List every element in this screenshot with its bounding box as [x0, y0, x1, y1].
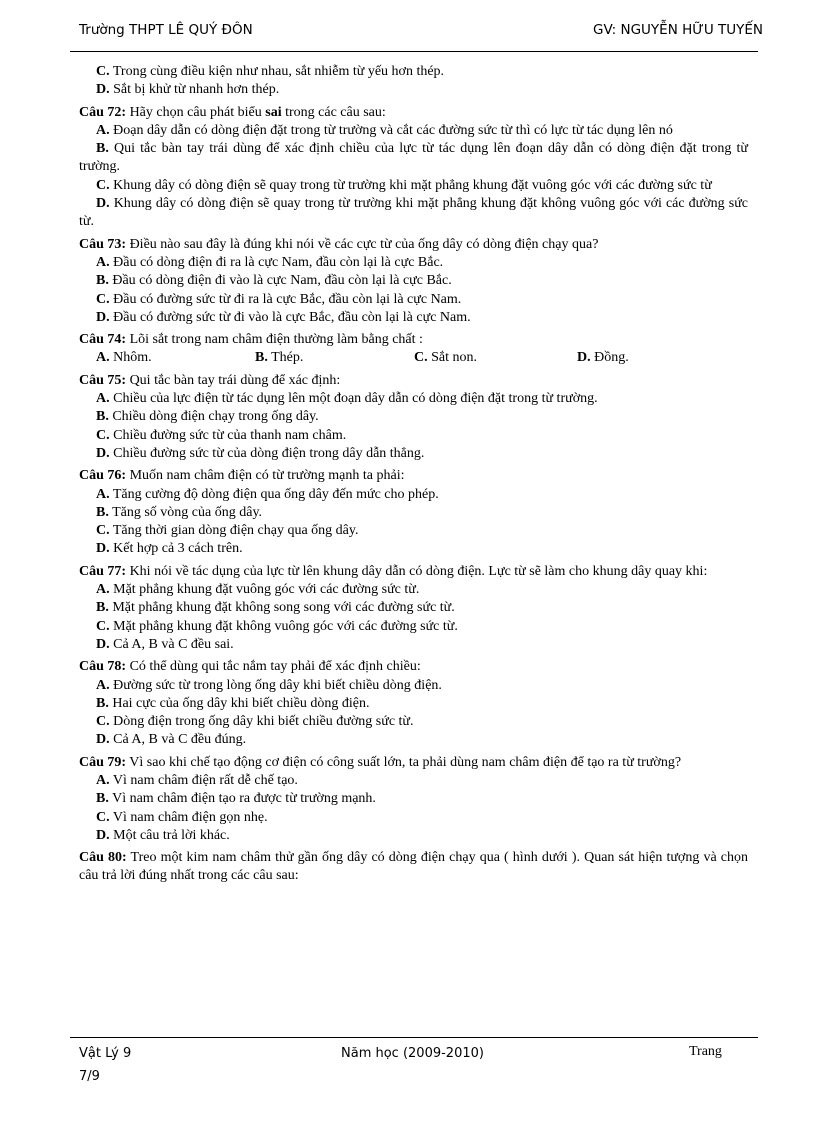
option-d: D. Kết hợp cả 3 cách trên.	[96, 541, 243, 557]
option-a: A. Chiều của lực điện từ tác dụng lên một đoạn dây dẫn có dòng điện đặt trong từ trường.	[96, 391, 598, 407]
option-d: D. Đầu có đường sức từ đi vào là cực Bắc, đầu còn lại là cực Nam.	[96, 309, 471, 325]
option-c: C. Chiều đường sức từ của thanh nam châm.	[96, 427, 347, 443]
option-d: D. Cả A, B và C đều sai.	[96, 636, 234, 652]
footer-subject: Vật Lý 9	[79, 1046, 132, 1061]
question-72	[79, 104, 748, 232]
option-d: D. Sắt bị khử từ nhanh hơn thép.	[96, 82, 280, 98]
question-stem: Câu 79: Vì sao khi chế tạo động cơ điện có công suất lớn, ta phải dùng nam châm điện để tạo ra từ trường?	[79, 754, 682, 770]
option-b: B. Đầu có dòng điện đi vào là cực Nam, đầu còn lại là cực Bắc.	[96, 273, 452, 289]
question-77	[79, 563, 748, 654]
option-b: B. Mặt phẳng khung đặt không song song với các đường sức từ.	[96, 600, 455, 616]
option-a: A. Đoạn dây dẫn có dòng điện đặt trong từ trường và cắt các đường sức từ thì có lực từ tác dụng lên nó	[96, 122, 673, 138]
question-74	[79, 331, 748, 368]
question-80	[79, 849, 748, 886]
question-79	[79, 754, 748, 845]
question-73	[79, 236, 748, 327]
option-c: C. Tăng thời gian dòng điện chạy qua ống dây.	[96, 523, 359, 539]
question-stem: Câu 80: Treo một kim nam châm thử gần ống dây có dòng điện chạy qua ( hình dưới ). Quan sát hiện tượng và chọn câu trả lời đúng nhất trong các câu sau:	[79, 850, 748, 884]
question-71-continued	[79, 63, 748, 100]
option-c: C. Mặt phẳng khung đặt không vuông góc với các đường sức từ.	[96, 618, 458, 634]
option-b: B. Qui tắc bàn tay trái dùng để xác định chiều của lực từ tác dụng lên đoạn dây dẫn có dòng điện đặt trong từ trường.	[79, 141, 748, 175]
question-list	[79, 63, 748, 886]
footer-divider	[70, 1037, 758, 1038]
question-stem: Câu 74: Lõi sắt trong nam châm điện thường làm bằng chất :	[79, 332, 423, 348]
question-75	[79, 372, 748, 463]
option-d: D. Khung dây có dòng điện sẽ quay trong từ trường khi mặt phẳng khung đặt không vuông góc với các đường sức từ.	[79, 196, 748, 230]
option-d: D. Một câu trả lời khác.	[96, 827, 230, 843]
option-c: C. Trong cùng điều kiện như nhau, sắt nhiễm từ yếu hơn thép.	[96, 64, 445, 79]
question-78	[79, 658, 748, 749]
question-stem: Câu 77: Khi nói về tác dụng của lực từ lên khung dây dẫn có dòng điện. Lực từ sẽ làm cho khung dây quay khi:	[79, 563, 708, 579]
footer-page-number: 7/9	[79, 1069, 100, 1084]
header-divider	[70, 51, 758, 52]
option-a: A. Vì nam châm điện rất dễ chế tạo.	[96, 772, 298, 788]
option-a: A. Tăng cường độ dòng điện qua ống dây đến mức cho phép.	[96, 486, 439, 502]
header-teacher: GV: NGUYỄN HỮU TUYẾN	[593, 22, 763, 38]
option-c: C. Vì nam châm điện gọn nhẹ.	[96, 809, 268, 825]
option-c: C. Khung dây có dòng điện sẽ quay trong từ trường khi mặt phẳng khung đặt vuông góc với các đường sức từ	[96, 177, 712, 193]
question-stem: Câu 73: Điều nào sau đây là đúng khi nói về các cực từ của ống dây có dòng điện chạy qua?	[79, 236, 599, 252]
option-d: D. Chiều đường sức từ của dòng điện trong dây dẫn thẳng.	[96, 445, 425, 461]
option-c: C. Dòng điện trong ống dây khi biết chiều đường sức từ.	[96, 714, 414, 730]
option-a: A. Mặt phẳng khung đặt vuông góc với các đường sức từ.	[96, 582, 420, 598]
option-d: D. Cả A, B và C đều đúng.	[96, 732, 247, 748]
option-row	[79, 349, 748, 367]
header-school: Trường THPT LÊ QUÝ ĐÔN	[79, 22, 253, 38]
question-76	[79, 467, 748, 558]
option-a: A. Đường sức từ trong lòng ống dây khi biết chiều dòng điện.	[96, 677, 442, 693]
option-d: D. Đồng.	[577, 350, 629, 366]
question-stem: Câu 72: Hãy chọn câu phát biểu sai trong các câu sau:	[79, 104, 386, 120]
option-c: C. Đầu có đường sức từ đi ra là cực Bắc, đầu còn lại là cực Nam.	[96, 291, 462, 307]
option-b: B. Hai cực của ống dây khi biết chiều dòng điện.	[96, 695, 370, 711]
option-b: B. Thép.	[255, 350, 304, 366]
option-a: A. Đầu có dòng điện đi ra là cực Nam, đầu còn lại là cực Bắc.	[96, 254, 444, 270]
option-a: A. Nhôm.	[96, 350, 152, 366]
question-stem: Câu 75: Qui tắc bàn tay trái dùng để xác định:	[79, 372, 341, 388]
option-b: B. Tăng số vòng của ống dây.	[96, 504, 263, 520]
footer-school-year: Năm học (2009-2010)	[341, 1046, 484, 1061]
option-b: B. Chiều dòng điện chạy trong ống dây.	[96, 409, 319, 425]
option-c: C. Sắt non.	[414, 350, 478, 366]
question-stem: Câu 76: Muốn nam châm điện có từ trường mạnh ta phải:	[79, 468, 405, 484]
option-b: B. Vì nam châm điện tạo ra được từ trường mạnh.	[96, 791, 376, 807]
question-stem: Câu 78: Có thể dùng qui tắc nắm tay phải để xác định chiều:	[79, 659, 421, 675]
footer-page-label: Trang	[689, 1044, 722, 1059]
